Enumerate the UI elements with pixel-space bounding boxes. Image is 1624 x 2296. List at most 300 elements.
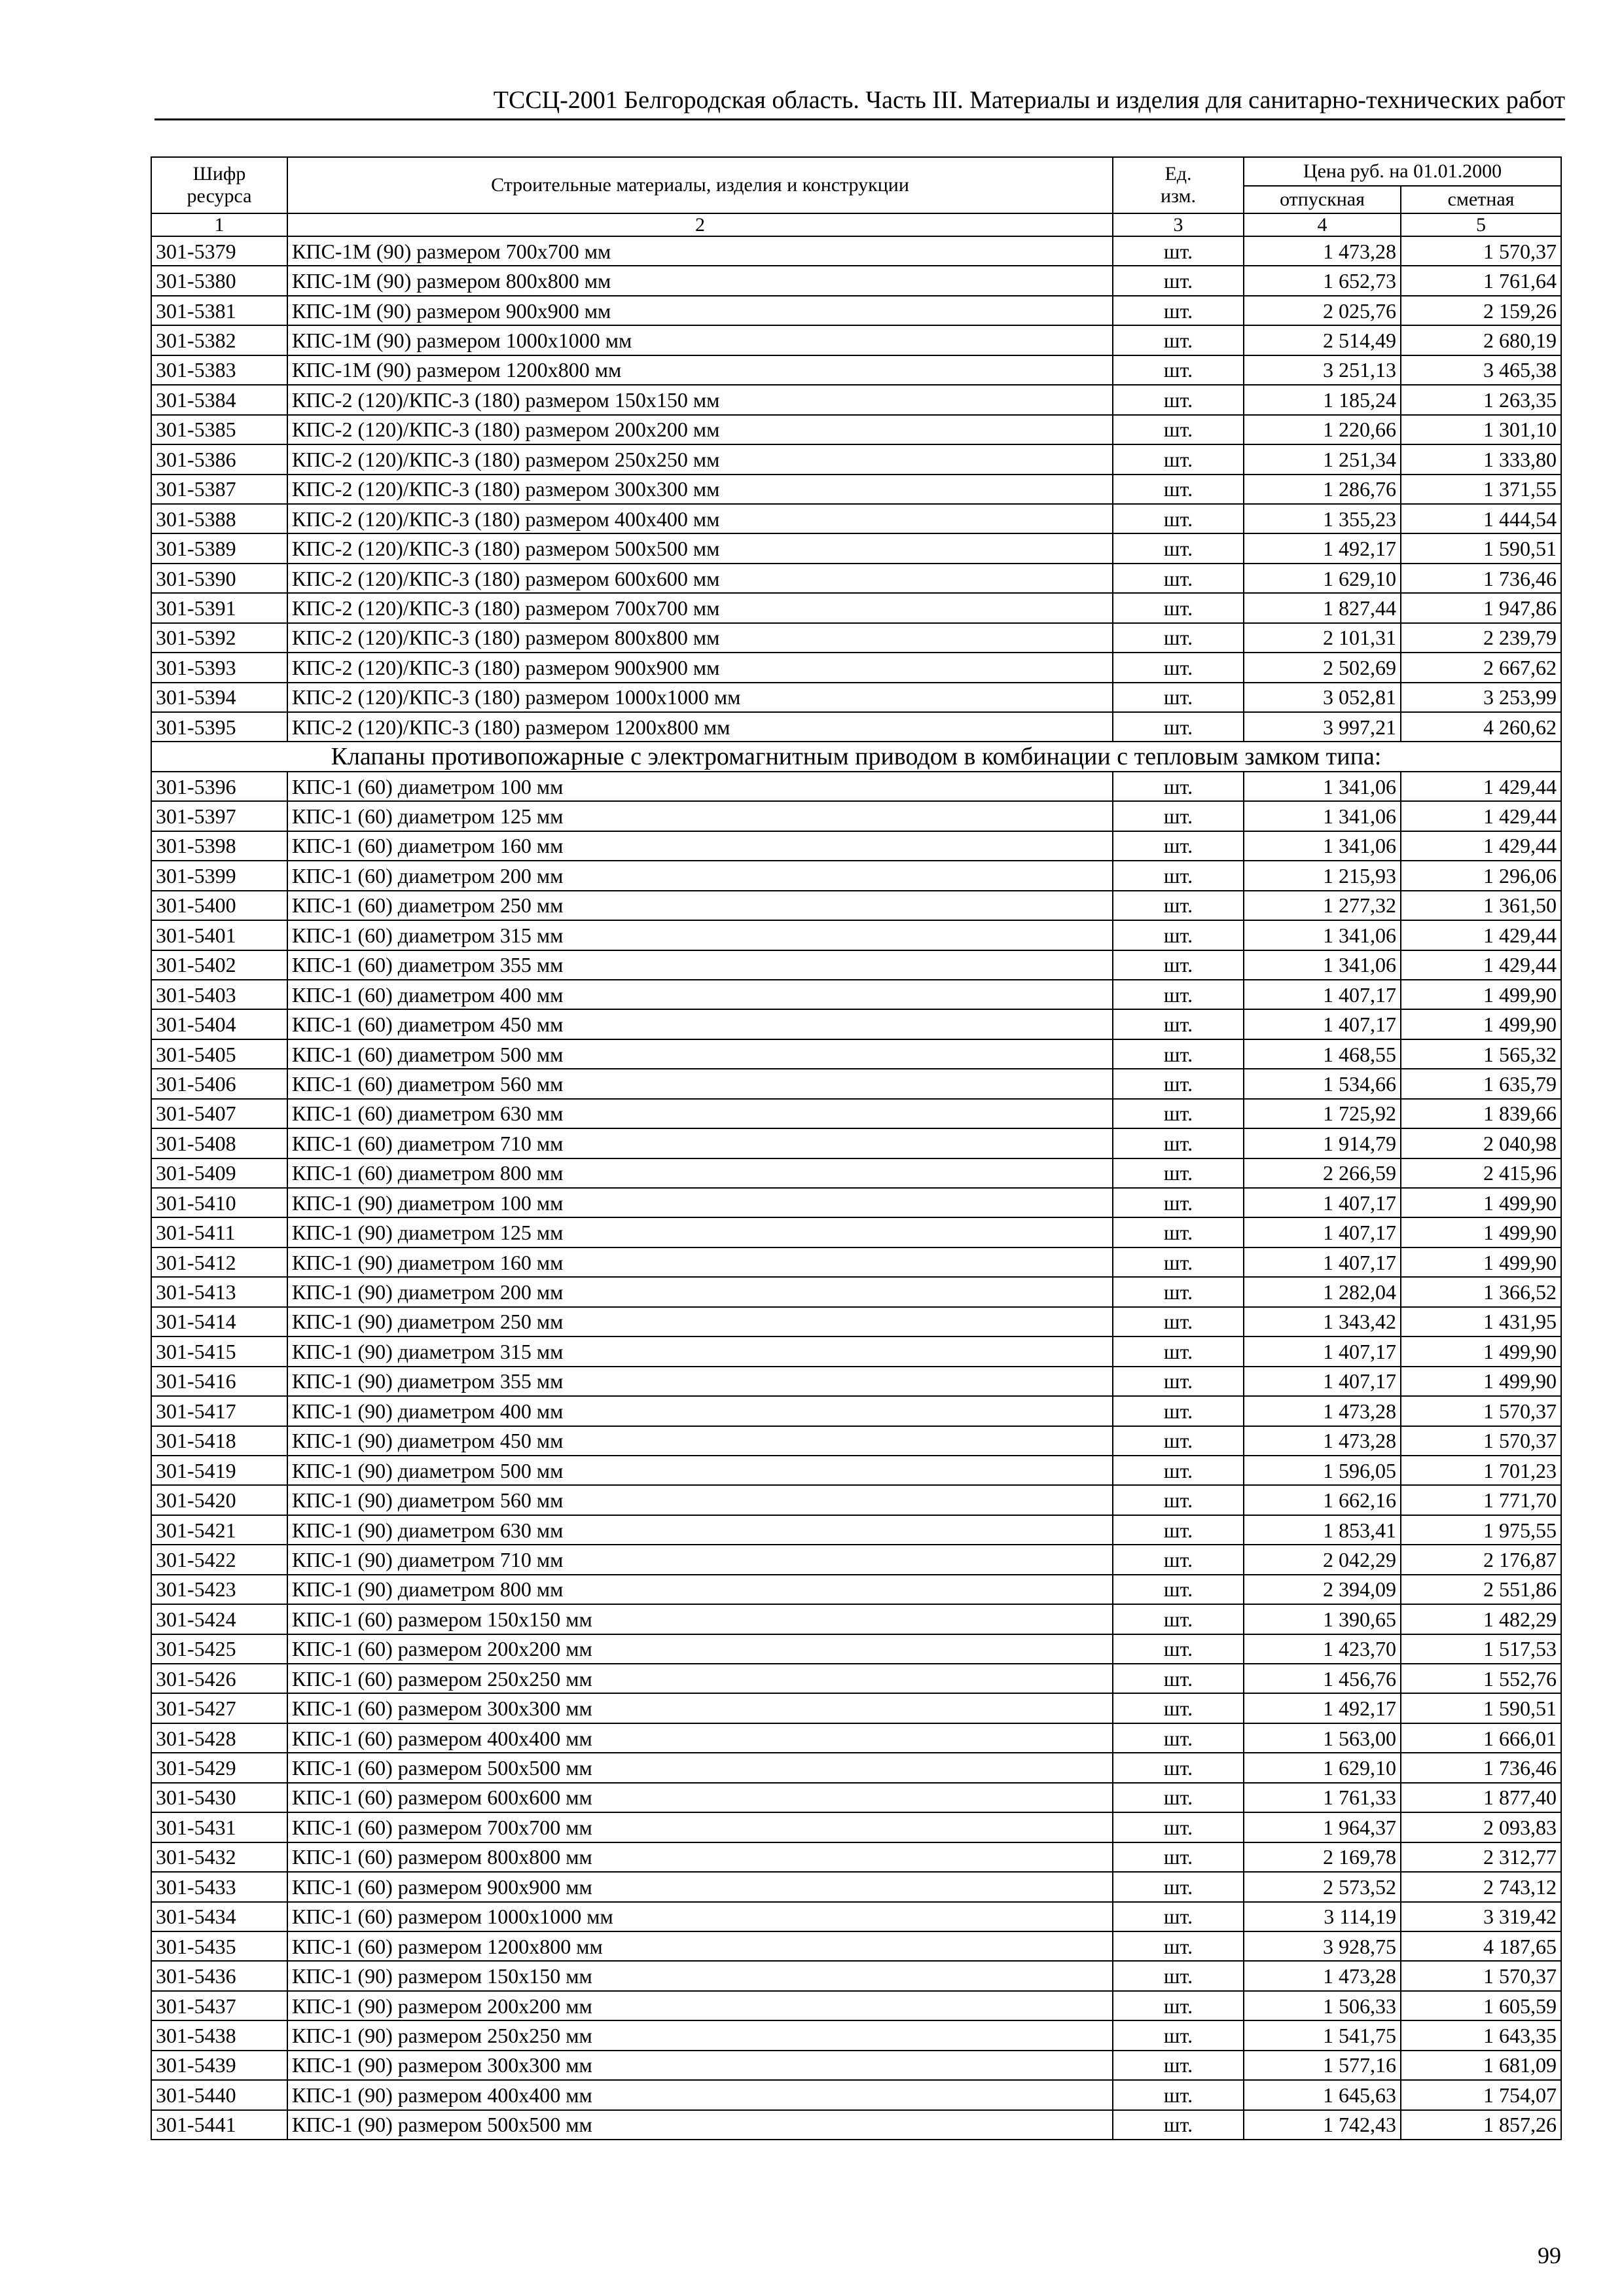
unit-cell: шт. (1113, 2051, 1244, 2080)
material-name-cell: КПС-1 (90) диаметром 800 мм (287, 1575, 1113, 1604)
column-number: 2 (287, 213, 1113, 236)
material-name-cell: КПС-1 (90) диаметром 630 мм (287, 1515, 1113, 1545)
release-price-cell: 2 502,69 (1244, 653, 1401, 682)
material-name-cell: КПС-1 (60) размером 800х800 мм (287, 1842, 1113, 1872)
estimate-price-cell: 2 680,19 (1401, 325, 1561, 355)
release-price-cell: 1 341,06 (1244, 920, 1401, 950)
unit-cell: шт. (1113, 1515, 1244, 1545)
estimate-price-cell: 1 301,10 (1401, 415, 1561, 444)
release-price-cell: 1 853,41 (1244, 1515, 1401, 1545)
release-price-cell: 3 114,19 (1244, 1902, 1401, 1931)
table-row (151, 1307, 1561, 1336)
material-name-cell: КПС-1 (60) размером 1200х800 мм (287, 1931, 1113, 1961)
estimate-price-cell: 3 465,38 (1401, 355, 1561, 385)
release-price-cell: 2 101,31 (1244, 623, 1401, 653)
resource-code-cell: 301-5417 (151, 1396, 287, 1426)
material-name-cell: КПС-2 (120)/КПС-3 (180) размером 800х800 мм (287, 623, 1113, 653)
estimate-price-cell: 1 429,44 (1401, 950, 1561, 980)
table-row (151, 593, 1561, 622)
release-price-cell: 1 407,17 (1244, 1217, 1401, 1247)
unit-cell: шт. (1113, 1842, 1244, 1872)
estimate-price-cell: 1 570,37 (1401, 1961, 1561, 1990)
estimate-price-cell: 1 761,64 (1401, 266, 1561, 295)
release-price-cell: 2 169,78 (1244, 1842, 1401, 1872)
table-row (151, 1545, 1561, 1574)
release-price-cell: 1 456,76 (1244, 1664, 1401, 1693)
estimate-price-cell: 4 187,65 (1401, 1931, 1561, 1961)
table-row (151, 2020, 1561, 2050)
resource-code-cell: 301-5399 (151, 861, 287, 890)
resource-code-cell: 301-5435 (151, 1931, 287, 1961)
table-row (151, 1515, 1561, 1545)
resource-code-cell: 301-5391 (151, 593, 287, 622)
resource-code-cell: 301-5430 (151, 1783, 287, 1812)
unit-cell: шт. (1113, 1872, 1244, 1901)
unit-cell: шт. (1113, 1367, 1244, 1396)
resource-code-cell: 301-5405 (151, 1039, 287, 1069)
price-table-head (151, 157, 1561, 236)
release-price-cell: 1 577,16 (1244, 2051, 1401, 2080)
release-price-cell: 1 629,10 (1244, 564, 1401, 593)
material-name-cell: КПС-1 (60) диаметром 500 мм (287, 1039, 1113, 1069)
release-price-cell: 1 407,17 (1244, 1247, 1401, 1277)
resource-code-cell: 301-5409 (151, 1158, 287, 1188)
table-row (151, 1128, 1561, 1158)
resource-code-cell: 301-5413 (151, 1277, 287, 1306)
table-row (151, 475, 1561, 504)
release-price-cell: 1 506,33 (1244, 1991, 1401, 2020)
release-price-cell: 1 473,28 (1244, 1426, 1401, 1456)
release-price-cell: 1 286,76 (1244, 475, 1401, 504)
resource-code-cell: 301-5434 (151, 1902, 287, 1931)
material-name-cell: КПС-1 (90) диаметром 560 мм (287, 1485, 1113, 1515)
unit-cell: шт. (1113, 653, 1244, 682)
estimate-price-cell: 2 239,79 (1401, 623, 1561, 653)
release-price-cell: 1 407,17 (1244, 1188, 1401, 1217)
unit-cell: шт. (1113, 444, 1244, 474)
release-price-cell: 3 052,81 (1244, 683, 1401, 712)
release-price-cell: 1 277,32 (1244, 891, 1401, 920)
table-row (151, 236, 1561, 266)
unit-cell: шт. (1113, 1128, 1244, 1158)
unit-cell: шт. (1113, 504, 1244, 533)
resource-code-cell: 301-5401 (151, 920, 287, 950)
estimate-price-cell: 1 444,54 (1401, 504, 1561, 533)
table-row (151, 1396, 1561, 1426)
resource-code-cell: 301-5418 (151, 1426, 287, 1456)
estimate-price-cell: 1 736,46 (1401, 564, 1561, 593)
resource-code-cell: 301-5394 (151, 683, 287, 712)
material-name-cell: КПС-1М (90) размером 700х700 мм (287, 236, 1113, 266)
release-price-cell: 1 407,17 (1244, 1009, 1401, 1039)
table-row (151, 1247, 1561, 1277)
resource-code-cell: 301-5379 (151, 236, 287, 266)
resource-code-cell: 301-5380 (151, 266, 287, 295)
column-number: 1 (151, 213, 287, 236)
table-row (151, 712, 1561, 742)
unit-cell: шт. (1113, 920, 1244, 950)
estimate-price-cell: 1 565,32 (1401, 1039, 1561, 1069)
resource-code-cell: 301-5402 (151, 950, 287, 980)
material-name-cell: КПС-1 (90) размером 250х250 мм (287, 2020, 1113, 2050)
release-price-cell: 1 492,17 (1244, 1693, 1401, 1723)
release-price-cell: 1 662,16 (1244, 1485, 1401, 1515)
material-name-cell: КПС-1 (60) размером 200х200 мм (287, 1634, 1113, 1664)
material-name-cell: КПС-1 (60) размером 150х150 мм (287, 1604, 1113, 1634)
resource-code-cell: 301-5441 (151, 2110, 287, 2140)
material-name-cell: КПС-1 (60) размером 1000х1000 мм (287, 1902, 1113, 1931)
price-table (151, 156, 1562, 2140)
estimate-price-cell: 1 499,90 (1401, 1009, 1561, 1039)
unit-cell: шт. (1113, 2080, 1244, 2109)
column-header-estimate-price: сметная (1401, 186, 1561, 213)
release-price-cell: 1 390,65 (1244, 1604, 1401, 1634)
resource-code-cell: 301-5425 (151, 1634, 287, 1664)
release-price-cell: 1 343,42 (1244, 1307, 1401, 1336)
release-price-cell: 1 629,10 (1244, 1753, 1401, 1782)
unit-cell: шт. (1113, 1545, 1244, 1574)
unit-cell: шт. (1113, 1961, 1244, 1990)
resource-code-cell: 301-5387 (151, 475, 287, 504)
estimate-price-cell: 1 296,06 (1401, 861, 1561, 890)
table-row (151, 1217, 1561, 1247)
release-price-cell: 1 355,23 (1244, 504, 1401, 533)
estimate-price-cell: 1 570,37 (1401, 236, 1561, 266)
resource-code-cell: 301-5428 (151, 1723, 287, 1753)
material-name-cell: КПС-1М (90) размером 900х900 мм (287, 296, 1113, 325)
resource-code-cell: 301-5426 (151, 1664, 287, 1693)
release-price-cell: 1 742,43 (1244, 2110, 1401, 2140)
resource-code-cell: 301-5416 (151, 1367, 287, 1396)
material-name-cell: КПС-1 (60) размером 400х400 мм (287, 1723, 1113, 1753)
release-price-cell: 1 761,33 (1244, 1783, 1401, 1812)
resource-code-cell: 301-5438 (151, 2020, 287, 2050)
section-heading: Клапаны противопожарные с электромагнитным приводом в комбинации с тепловым замком типа: (151, 742, 1561, 771)
unit-cell: шт. (1113, 355, 1244, 385)
unit-cell: шт. (1113, 861, 1244, 890)
estimate-price-cell: 1 499,90 (1401, 1188, 1561, 1217)
estimate-price-cell: 1 429,44 (1401, 801, 1561, 831)
table-row (151, 1604, 1561, 1634)
unit-cell: шт. (1113, 1069, 1244, 1098)
material-name-cell: КПС-1М (90) размером 1000х1000 мм (287, 325, 1113, 355)
estimate-price-cell: 1 499,90 (1401, 1336, 1561, 1366)
table-row (151, 1753, 1561, 1782)
table-row (151, 1336, 1561, 1366)
release-price-cell: 1 341,06 (1244, 801, 1401, 831)
estimate-price-cell: 1 754,07 (1401, 2080, 1561, 2109)
resource-code-cell: 301-5400 (151, 891, 287, 920)
unit-cell: шт. (1113, 712, 1244, 742)
table-row (151, 1367, 1561, 1396)
release-price-cell: 1 645,63 (1244, 2080, 1401, 2109)
table-row (151, 1575, 1561, 1604)
unit-cell: шт. (1113, 1396, 1244, 1426)
estimate-price-cell: 1 701,23 (1401, 1456, 1561, 1485)
material-name-cell: КПС-1 (60) диаметром 355 мм (287, 950, 1113, 980)
release-price-cell: 1 725,92 (1244, 1099, 1401, 1128)
material-name-cell: КПС-2 (120)/КПС-3 (180) размером 1200х800 мм (287, 712, 1113, 742)
unit-cell: шт. (1113, 1336, 1244, 1366)
release-price-cell: 1 473,28 (1244, 236, 1401, 266)
estimate-price-cell: 4 260,62 (1401, 712, 1561, 742)
material-name-cell: КПС-2 (120)/КПС-3 (180) размером 600х600 мм (287, 564, 1113, 593)
estimate-price-cell: 2 176,87 (1401, 1545, 1561, 1574)
column-header-price: Цена руб. на 01.01.2000 (1244, 157, 1561, 186)
unit-cell: шт. (1113, 1812, 1244, 1842)
release-price-cell: 1 341,06 (1244, 950, 1401, 980)
release-price-cell: 1 473,28 (1244, 1961, 1401, 1990)
estimate-price-cell: 1 429,44 (1401, 772, 1561, 801)
unit-cell: шт. (1113, 1991, 1244, 2020)
table-row (151, 1991, 1561, 2020)
resource-code-cell: 301-5411 (151, 1217, 287, 1247)
estimate-price-cell: 1 877,40 (1401, 1783, 1561, 1812)
resource-code-cell: 301-5390 (151, 564, 287, 593)
table-row (151, 683, 1561, 712)
resource-code-cell: 301-5393 (151, 653, 287, 682)
unit-cell: шт. (1113, 1693, 1244, 1723)
estimate-price-cell: 1 517,53 (1401, 1634, 1561, 1664)
unit-cell: шт. (1113, 533, 1244, 563)
estimate-price-cell: 1 263,35 (1401, 385, 1561, 414)
table-row (151, 1099, 1561, 1128)
estimate-price-cell: 2 415,96 (1401, 1158, 1561, 1188)
resource-code-cell: 301-5410 (151, 1188, 287, 1217)
table-row (151, 1188, 1561, 1217)
material-name-cell: КПС-2 (120)/КПС-3 (180) размером 300х300 мм (287, 475, 1113, 504)
table-row (151, 385, 1561, 414)
release-price-cell: 1 827,44 (1244, 593, 1401, 622)
table-row (151, 1664, 1561, 1693)
unit-cell: шт. (1113, 980, 1244, 1009)
material-name-cell: КПС-1 (90) диаметром 100 мм (287, 1188, 1113, 1217)
unit-cell: шт. (1113, 564, 1244, 593)
release-price-cell: 2 025,76 (1244, 296, 1401, 325)
unit-cell: шт. (1113, 296, 1244, 325)
table-row (151, 653, 1561, 682)
resource-code-cell: 301-5433 (151, 1872, 287, 1901)
release-price-cell: 3 997,21 (1244, 712, 1401, 742)
resource-code-cell: 301-5420 (151, 1485, 287, 1515)
table-row (151, 1693, 1561, 1723)
resource-code-cell: 301-5396 (151, 772, 287, 801)
estimate-price-cell: 1 666,01 (1401, 1723, 1561, 1753)
table-body-group-b (151, 772, 1561, 2140)
material-name-cell: КПС-1 (60) диаметром 125 мм (287, 801, 1113, 831)
material-name-cell: КПС-2 (120)/КПС-3 (180) размером 500х500 мм (287, 533, 1113, 563)
estimate-price-cell: 1 499,90 (1401, 1367, 1561, 1396)
resource-code-cell: 301-5388 (151, 504, 287, 533)
release-price-cell: 1 652,73 (1244, 266, 1401, 295)
table-row (151, 296, 1561, 325)
resource-code-cell: 301-5419 (151, 1456, 287, 1485)
unit-cell: шт. (1113, 831, 1244, 861)
release-price-cell: 2 394,09 (1244, 1575, 1401, 1604)
resource-code-cell: 301-5385 (151, 415, 287, 444)
release-price-cell: 1 563,00 (1244, 1723, 1401, 1753)
table-row (151, 2110, 1561, 2140)
material-name-cell: КПС-1 (60) размером 600х600 мм (287, 1783, 1113, 1812)
material-name-cell: КПС-2 (120)/КПС-3 (180) размером 900х900 мм (287, 653, 1113, 682)
table-row (151, 1158, 1561, 1188)
estimate-price-cell: 1 605,59 (1401, 1991, 1561, 2020)
resource-code-cell: 301-5440 (151, 2080, 287, 2109)
column-number: 3 (1113, 213, 1244, 236)
resource-code-cell: 301-5404 (151, 1009, 287, 1039)
resource-code-cell: 301-5412 (151, 1247, 287, 1277)
unit-cell: шт. (1113, 2020, 1244, 2050)
estimate-price-cell: 1 371,55 (1401, 475, 1561, 504)
material-name-cell: КПС-2 (120)/КПС-3 (180) размером 1000х1000 мм (287, 683, 1113, 712)
material-name-cell: КПС-1 (60) размером 700х700 мм (287, 1812, 1113, 1842)
unit-cell: шт. (1113, 623, 1244, 653)
unit-cell: шт. (1113, 266, 1244, 295)
table-row (151, 2080, 1561, 2109)
unit-cell: шт. (1113, 1723, 1244, 1753)
table-row (151, 623, 1561, 653)
unit-cell: шт. (1113, 385, 1244, 414)
table-row (151, 1783, 1561, 1812)
table-row (151, 1277, 1561, 1306)
estimate-price-cell: 1 590,51 (1401, 533, 1561, 563)
release-price-cell: 1 341,06 (1244, 831, 1401, 861)
unit-cell: шт. (1113, 475, 1244, 504)
unit-cell: шт. (1113, 1485, 1244, 1515)
estimate-price-cell: 2 040,98 (1401, 1128, 1561, 1158)
column-number: 5 (1401, 213, 1561, 236)
resource-code-cell: 301-5389 (151, 533, 287, 563)
resource-code-cell: 301-5384 (151, 385, 287, 414)
material-name-cell: КПС-1 (90) диаметром 200 мм (287, 1277, 1113, 1306)
release-price-cell: 1 468,55 (1244, 1039, 1401, 1069)
estimate-price-cell: 1 429,44 (1401, 831, 1561, 861)
resource-code-cell: 301-5439 (151, 2051, 287, 2080)
material-name-cell: КПС-1 (60) диаметром 100 мм (287, 772, 1113, 801)
column-number: 4 (1244, 213, 1401, 236)
material-name-cell: КПС-1 (90) размером 150х150 мм (287, 1961, 1113, 1990)
unit-cell: шт. (1113, 1753, 1244, 1782)
unit-cell: шт. (1113, 1188, 1244, 1217)
estimate-price-cell: 1 333,80 (1401, 444, 1561, 474)
material-name-cell: КПС-1 (90) диаметром 400 мм (287, 1396, 1113, 1426)
release-price-cell: 1 185,24 (1244, 385, 1401, 414)
unit-cell: шт. (1113, 1039, 1244, 1069)
column-header-release-price: отпускная (1244, 186, 1401, 213)
material-name-cell: КПС-1 (90) размером 200х200 мм (287, 1991, 1113, 2020)
material-name-cell: КПС-1 (90) диаметром 500 мм (287, 1456, 1113, 1485)
table-row (151, 1872, 1561, 1901)
page-number: 99 (1538, 2242, 1561, 2269)
resource-code-cell: 301-5436 (151, 1961, 287, 1990)
material-name-cell: КПС-1 (60) диаметром 560 мм (287, 1069, 1113, 1098)
material-name-cell: КПС-2 (120)/КПС-3 (180) размером 150х150 мм (287, 385, 1113, 414)
table-row (151, 1842, 1561, 1872)
resource-code-cell: 301-5424 (151, 1604, 287, 1634)
resource-code-cell: 301-5403 (151, 980, 287, 1009)
material-name-cell: КПС-1 (60) диаметром 710 мм (287, 1128, 1113, 1158)
release-price-cell: 1 282,04 (1244, 1277, 1401, 1306)
header-rule (154, 118, 1565, 120)
resource-code-cell: 301-5432 (151, 1842, 287, 1872)
release-price-cell: 3 928,75 (1244, 1931, 1401, 1961)
release-price-cell: 2 266,59 (1244, 1158, 1401, 1188)
release-price-cell: 1 541,75 (1244, 2020, 1401, 2050)
unit-cell: шт. (1113, 891, 1244, 920)
estimate-price-cell: 2 551,86 (1401, 1575, 1561, 1604)
table-row (151, 980, 1561, 1009)
resource-code-cell: 301-5429 (151, 1753, 287, 1782)
resource-code-cell: 301-5421 (151, 1515, 287, 1545)
resource-code-cell: 301-5397 (151, 801, 287, 831)
material-name-cell: КПС-1 (60) размером 900х900 мм (287, 1872, 1113, 1901)
resource-code-cell: 301-5408 (151, 1128, 287, 1158)
estimate-price-cell: 2 093,83 (1401, 1812, 1561, 1842)
estimate-price-cell: 1 431,95 (1401, 1307, 1561, 1336)
material-name-cell: КПС-1 (90) диаметром 250 мм (287, 1307, 1113, 1336)
release-price-cell: 2 573,52 (1244, 1872, 1401, 1901)
resource-code-cell: 301-5422 (151, 1545, 287, 1574)
table-row (151, 266, 1561, 295)
table-row (151, 801, 1561, 831)
unit-cell: шт. (1113, 1575, 1244, 1604)
estimate-price-cell: 1 635,79 (1401, 1069, 1561, 1098)
resource-code-cell: 301-5382 (151, 325, 287, 355)
unit-cell: шт. (1113, 1664, 1244, 1693)
table-row (151, 1931, 1561, 1961)
table-row (151, 2051, 1561, 2080)
unit-cell: шт. (1113, 1783, 1244, 1812)
table-row (151, 1039, 1561, 1069)
release-price-cell: 1 220,66 (1244, 415, 1401, 444)
material-name-cell: КПС-1 (60) диаметром 315 мм (287, 920, 1113, 950)
table-row (151, 861, 1561, 890)
table-row (151, 1009, 1561, 1039)
material-name-cell: КПС-1 (60) диаметром 160 мм (287, 831, 1113, 861)
material-name-cell: КПС-1 (90) диаметром 355 мм (287, 1367, 1113, 1396)
resource-code-cell: 301-5381 (151, 296, 287, 325)
table-body-group-a (151, 236, 1561, 742)
material-name-cell: КПС-1 (90) диаметром 450 мм (287, 1426, 1113, 1456)
material-name-cell: КПС-2 (120)/КПС-3 (180) размером 400х400 мм (287, 504, 1113, 533)
table-row (151, 831, 1561, 861)
resource-code-cell: 301-5431 (151, 1812, 287, 1842)
resource-code-cell: 301-5414 (151, 1307, 287, 1336)
material-name-cell: КПС-2 (120)/КПС-3 (180) размером 250х250 мм (287, 444, 1113, 474)
estimate-price-cell: 1 499,90 (1401, 1217, 1561, 1247)
estimate-price-cell: 1 643,35 (1401, 2020, 1561, 2050)
release-price-cell: 1 215,93 (1244, 861, 1401, 890)
table-row (151, 1426, 1561, 1456)
release-price-cell: 1 596,05 (1244, 1456, 1401, 1485)
unit-cell: шт. (1113, 772, 1244, 801)
material-name-cell: КПС-1М (90) размером 1200х800 мм (287, 355, 1113, 385)
unit-cell: шт. (1113, 1902, 1244, 1931)
material-name-cell: КПС-1М (90) размером 800х800 мм (287, 266, 1113, 295)
unit-cell: шт. (1113, 1931, 1244, 1961)
resource-code-cell: 301-5386 (151, 444, 287, 474)
resource-code-cell: 301-5407 (151, 1099, 287, 1128)
material-name-cell: КПС-2 (120)/КПС-3 (180) размером 200х200 мм (287, 415, 1113, 444)
material-name-cell: КПС-1 (90) диаметром 160 мм (287, 1247, 1113, 1277)
unit-cell: шт. (1113, 325, 1244, 355)
resource-code-cell: 301-5398 (151, 831, 287, 861)
table-row (151, 1456, 1561, 1485)
release-price-cell: 1 407,17 (1244, 1367, 1401, 1396)
estimate-price-cell: 1 570,37 (1401, 1396, 1561, 1426)
page-header-title: ТССЦ-2001 Белгородская область. Часть III. Материалы и изделия для санитарно-технических работ (493, 86, 1565, 114)
estimate-price-cell: 1 499,90 (1401, 980, 1561, 1009)
